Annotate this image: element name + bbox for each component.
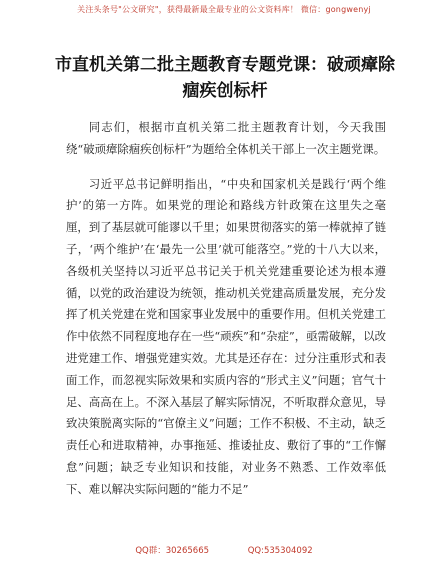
document-title: 市直机关第二批主题教育专题党课：破顽瘴除痼疾创标杆: [55, 55, 395, 101]
header-banner: 关注头条号"公文研究"，获得最新最全最专业的公文资料库！ 微信：gongwenyj: [77, 5, 371, 14]
qq-number-text: QQ:535304092: [247, 546, 313, 556]
footer-contact: [0, 544, 448, 556]
paragraph-intro: 同志们，根据市直机关第二批主题教育计划，今天我围绕“破顽瘴除痼疾创标杆”为题给全体机关干部上一次主题党课。: [66, 120, 386, 156]
qq-group-text: QQ群：30265665: [135, 546, 210, 556]
paragraph-main: 习近平总书记鲜明指出，“中央和国家机关是践行‘两个维护’的第一方阵。如果党的理论和路线方针政策在这里失之毫厘，到了基层就可能谬以千里；如果贯彻落实的第一棒就掉了链子，‘两个维护’在‘最先一公里’就可能落空。”党的十八大以来，各级机关坚持以习近平总书记关于机关党建重要论述为根本遵循，以党的政治建设为统领，推动机关党建高质量发展，充分发挥了机关党建在党和国家事业发展中的重要作用。但机关党建工作中依然不同程度地存在一些“顽疾”和“杂症”，亟需破解，以改进党建工作、增强党建实效。尤其是还存在：过分注重形式和表面工作，而忽视实际效果和实质内容的“形式主义”问题；官气十足、高高在上。不深入基层了解实际情况，不听取群众意见，导致决策脱离实际的“官僚主义”问题；工作不积极、不主动，缺乏责任心和进取精神，办事拖延、推诿扯皮、敷衍了事的“工作懈怠”问题；缺乏专业知识和技能，对业务不熟悉、工作效率低下、难以解决实际问题的“能力不足”: [66, 176, 386, 496]
document-body: [66, 117, 386, 514]
